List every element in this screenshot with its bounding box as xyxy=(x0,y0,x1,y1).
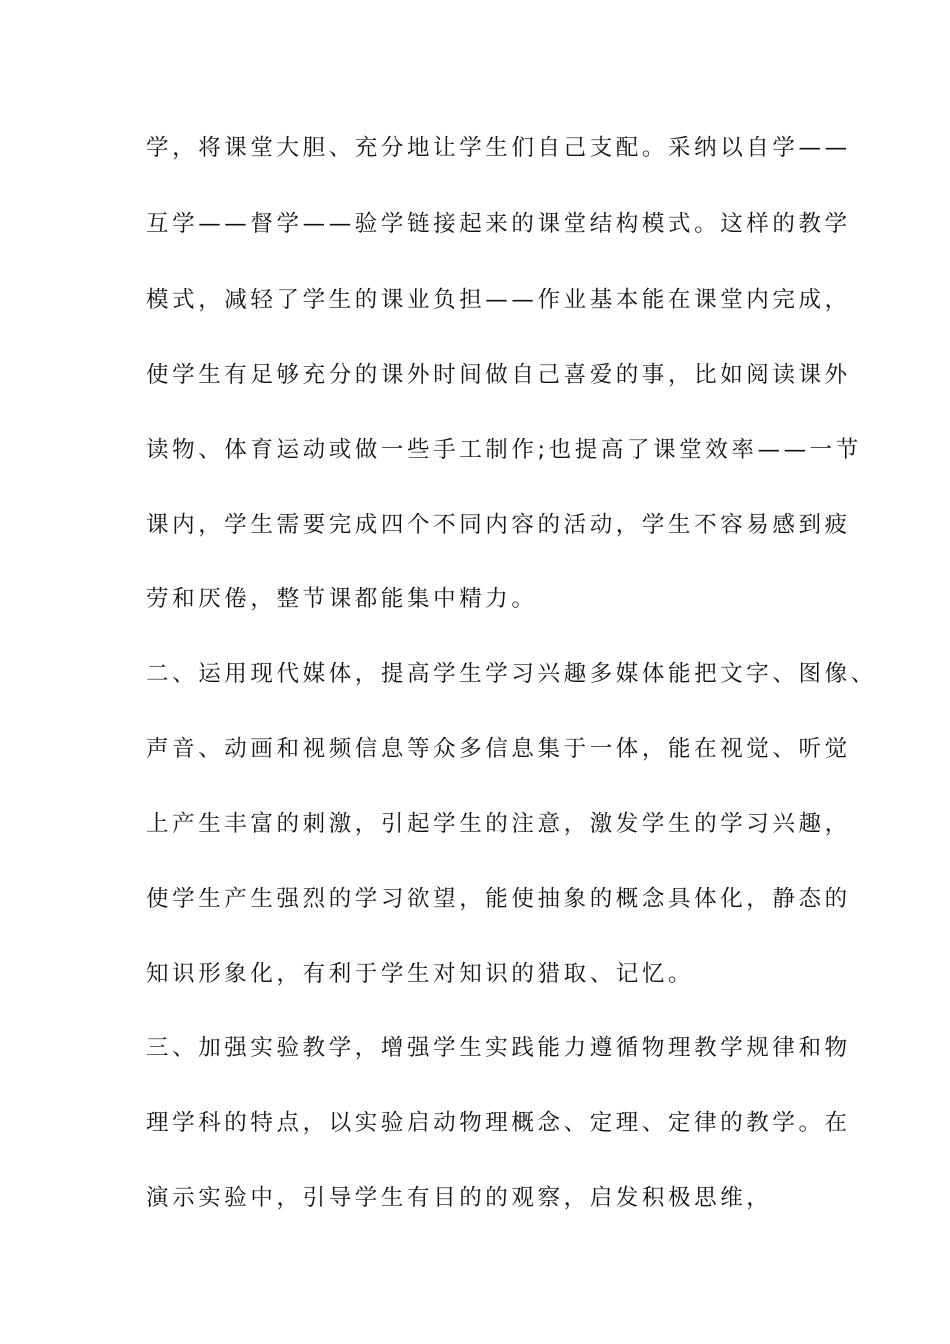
text-line: 使学生产生强烈的学习欲望，能使抽象的概念具体化，静态的 xyxy=(146,886,851,912)
text-line: 上产生丰富的刺激，引起学生的注意，激发学生的学习兴趣， xyxy=(146,811,851,837)
text-line: 互学——督学——验学链接起来的课堂结构模式。这样的教学 xyxy=(146,211,851,237)
text-line: 知识形象化，有利于学生对知识的猎取、记忆。 xyxy=(146,961,695,987)
text-line: 声音、动画和视频信息等众多信息集于一体，能在视觉、听觉 xyxy=(146,736,851,762)
section-heading-line: 三、加强实验教学，增强学生实践能力遵循物理教学规律和物 xyxy=(146,1035,851,1061)
text-line: 学，将课堂大胆、充分地让学生们自己支配。采纳以自学—— xyxy=(146,135,851,161)
text-line: 课内，学生需要完成四个不同内容的活动，学生不容易感到疲 xyxy=(146,512,851,538)
text-line: 读物、体育运动或做一些手工制作;也提高了课堂效率——一节 xyxy=(146,437,862,463)
text-line: 模式，减轻了学生的课业负担——作业基本能在课堂内完成， xyxy=(146,287,851,313)
text-line: 理学科的特点，以实验启动物理概念、定理、定律的教学。在 xyxy=(146,1110,851,1136)
text-line: 演示实验中，引导学生有目的的观察，启发积极思维， xyxy=(146,1185,773,1211)
text-line: 使学生有足够充分的课外时间做自己喜爱的事，比如阅读课外 xyxy=(146,362,851,388)
text-line: 劳和厌倦，整节课都能集中精力。 xyxy=(146,586,538,612)
section-heading-line: 二、运用现代媒体，提高学生学习兴趣多媒体能把文字、图像、 xyxy=(146,661,877,687)
